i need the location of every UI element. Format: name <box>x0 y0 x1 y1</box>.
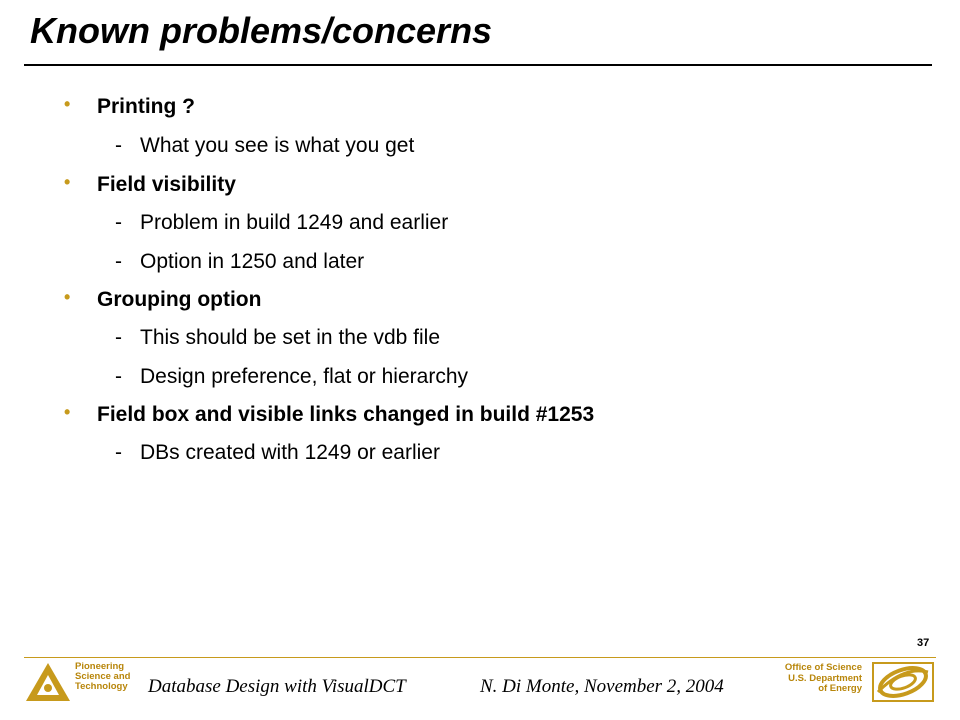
sub-item <box>115 134 414 158</box>
bullet-dot-icon: • <box>64 94 71 114</box>
bullet-label: Grouping option <box>97 288 262 311</box>
dash-icon: - <box>115 211 122 234</box>
bullet-label: Field visibility <box>97 173 236 196</box>
sub-item-text: Problem in build 1249 and earlier <box>140 211 449 234</box>
dash-icon: - <box>115 365 122 388</box>
bullet-item <box>64 287 262 312</box>
dash-icon: - <box>115 441 122 464</box>
logo-text-line: Technology <box>75 681 128 692</box>
sub-item <box>115 326 440 350</box>
argonne-logo-text <box>75 662 130 692</box>
sub-item-text: DBs created with 1249 or earlier <box>140 441 440 464</box>
sub-item-text: This should be set in the vdb file <box>140 326 441 349</box>
bullet-label: Field box and visible links changed in build #1253 <box>97 403 595 426</box>
doe-text-line: Office of Science <box>784 662 862 673</box>
sub-item <box>115 441 440 465</box>
title-divider <box>24 64 932 66</box>
page-number: 37 <box>917 637 930 649</box>
bullet-dot-icon: • <box>64 172 71 192</box>
logo-text-line: Pioneering <box>75 661 125 672</box>
argonne-logo-icon <box>24 661 72 703</box>
bullet-item <box>64 94 195 119</box>
footer-presentation-title: Database Design with VisualDCT <box>148 676 406 697</box>
dash-icon: - <box>115 134 122 157</box>
logo-text-line: Science and <box>75 671 131 682</box>
bullet-dot-icon: • <box>64 287 71 307</box>
sub-item <box>115 211 448 235</box>
doe-text-line: of Energy <box>818 683 862 694</box>
doe-logo-icon <box>872 662 934 702</box>
sub-item-text: What you see is what you get <box>140 134 415 157</box>
sub-item-text: Design preference, flat or hierarchy <box>140 365 468 388</box>
bullet-item <box>64 402 595 427</box>
footer-divider <box>24 657 936 658</box>
doe-text <box>785 663 862 695</box>
dash-icon: - <box>115 326 122 349</box>
bullet-item <box>64 172 236 197</box>
slide-title: Known problems/concerns <box>30 10 493 51</box>
bullet-dot-icon: • <box>64 402 71 422</box>
sub-item-text: Option in 1250 and later <box>140 250 365 273</box>
dash-icon: - <box>115 250 122 273</box>
sub-item <box>115 365 468 389</box>
sub-item <box>115 250 364 274</box>
bullet-label: Printing ? <box>97 95 195 118</box>
doe-text-line: U.S. Department <box>788 672 862 684</box>
footer-author-date: N. Di Monte, November 2, 2004 <box>480 676 724 697</box>
